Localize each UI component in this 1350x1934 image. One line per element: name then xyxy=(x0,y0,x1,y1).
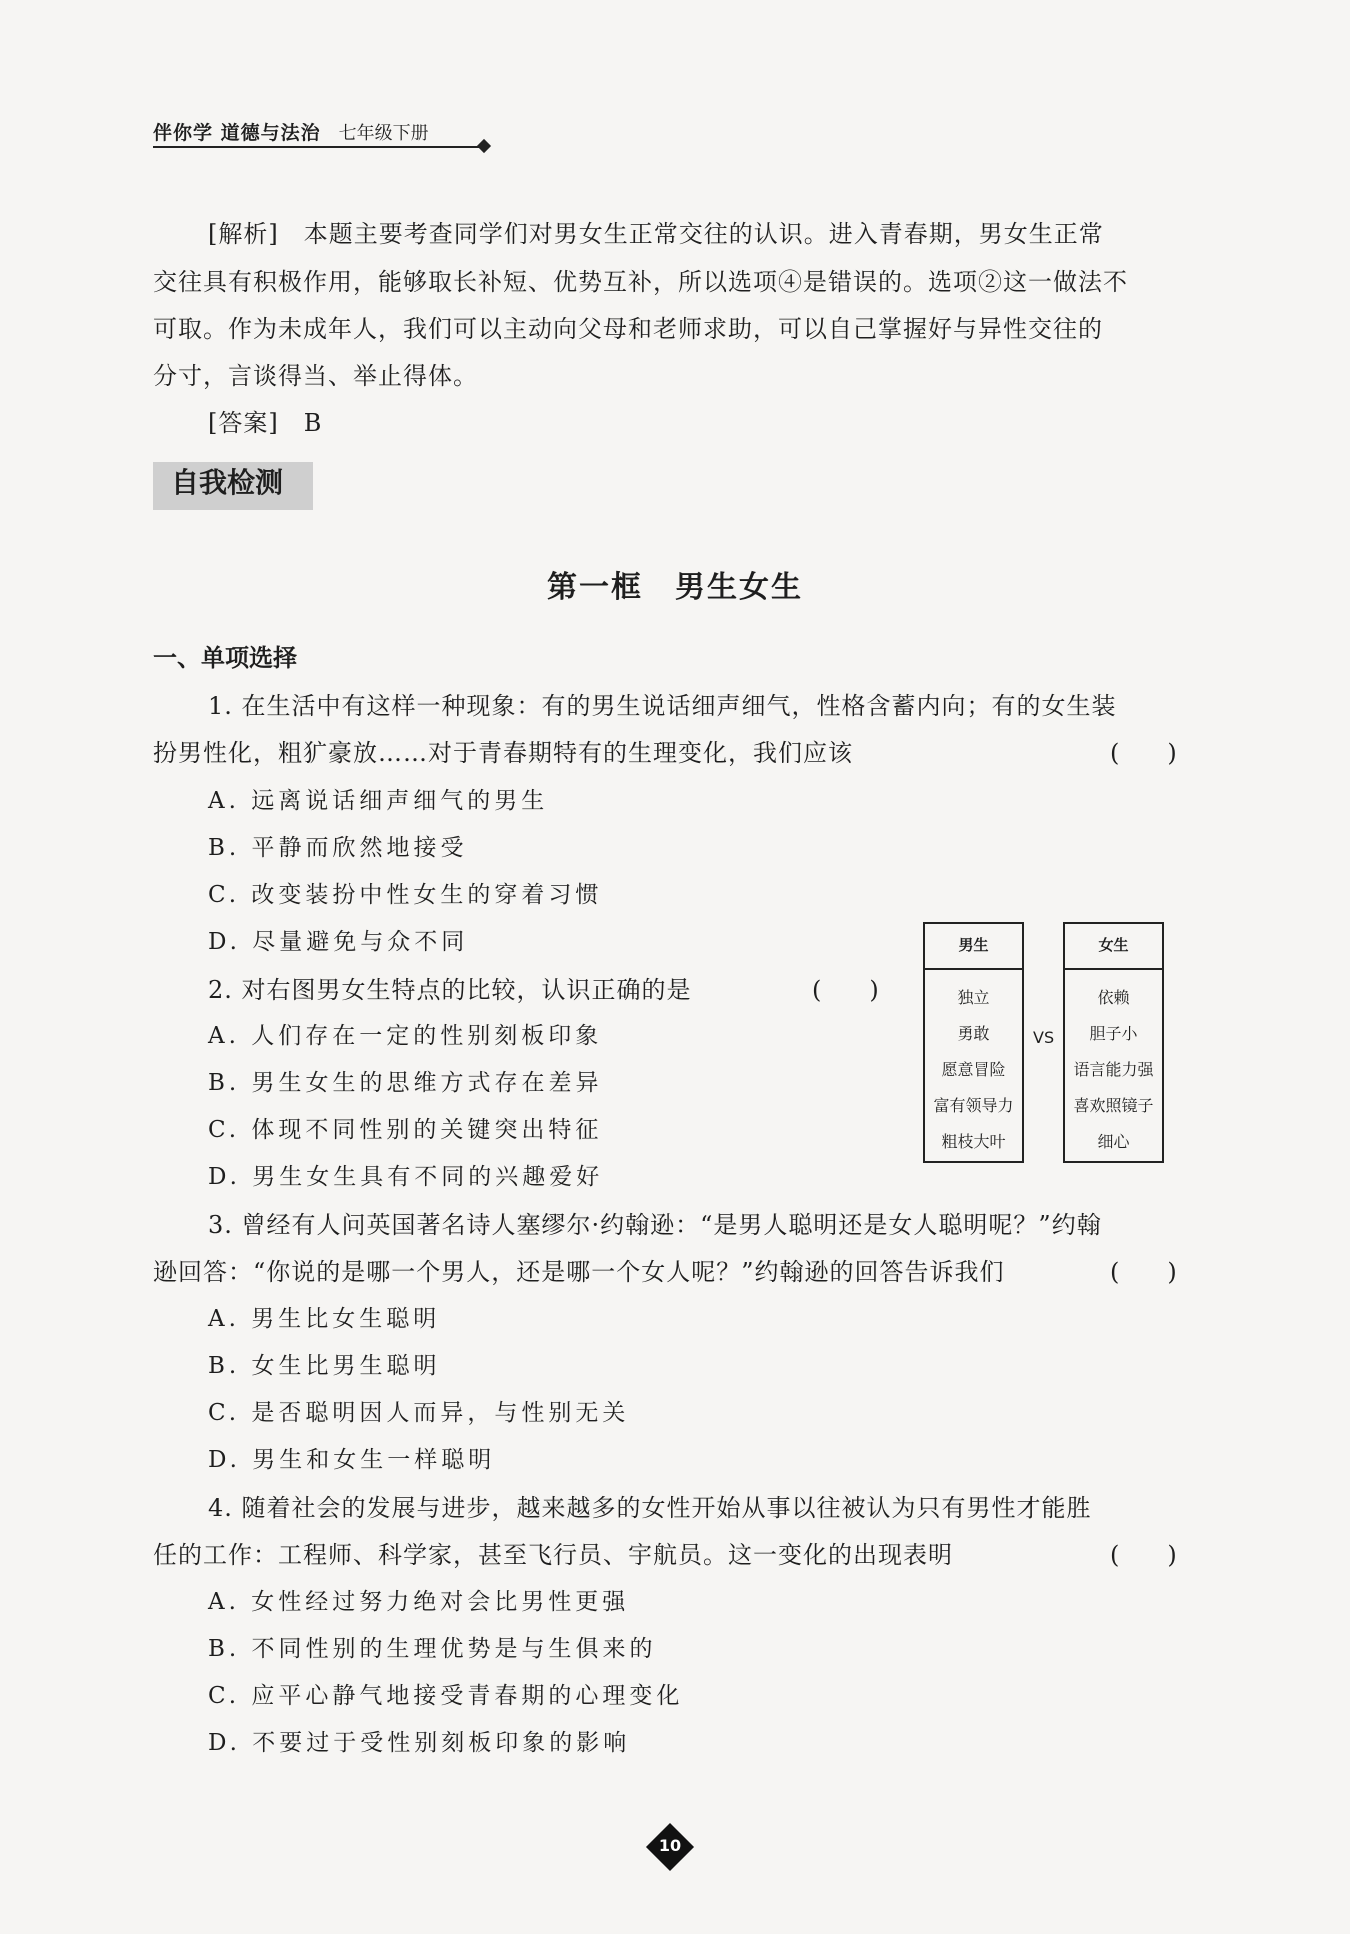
q3-stem-line-2: 逊回答：“你说的是哪一个男人，还是哪一个女人呢？”约翰逊的回答告诉我们 xyxy=(153,1258,1005,1286)
header-grade: 七年级下册 xyxy=(338,123,429,144)
female-trait: 喜欢照镜子 xyxy=(1073,1096,1154,1115)
q2-option-c: C. 体现不同性别的关键突出特征 xyxy=(208,1117,603,1143)
q1-stem-line-1: 1. 在生活中有这样一种现象：有的男生说话细声细气，性格含蓄内向；有的女生装 xyxy=(208,692,1117,720)
male-trait: 愿意冒险 xyxy=(941,1060,1006,1079)
answer-line xyxy=(208,403,322,438)
male-trait: 勇敢 xyxy=(957,1024,990,1043)
female-traits-title: 女生 xyxy=(1065,924,1162,970)
male-trait: 富有领导力 xyxy=(933,1096,1014,1115)
q3-answer-blank: ( ) xyxy=(1110,1258,1177,1286)
q1-option-a: A. 远离说话细声细气的男生 xyxy=(208,788,549,814)
female-traits-box xyxy=(1063,922,1164,1163)
header-brand: 伴你学 道德与法治 xyxy=(153,122,321,144)
q4-option-b: B. 不同性别的生理优势是与生俱来的 xyxy=(208,1636,657,1662)
part-heading: 一、单项选择 xyxy=(153,644,297,672)
male-traits-box xyxy=(923,922,1024,1163)
q2-option-b: B. 男生女生的思维方式存在差异 xyxy=(208,1070,603,1096)
q4-answer-blank: ( ) xyxy=(1110,1541,1177,1569)
analysis-line-1: [解析] 本题主要考查同学们对男女生正常交往的认识。进入青春期，男女生正常 xyxy=(208,220,1104,248)
analysis-line-3: 可取。作为未成年人，我们可以主动向父母和老师求助，可以自己掌握好与异性交往的 xyxy=(153,315,1103,343)
q3-option-c: C. 是否聪明因人而异，与性别无关 xyxy=(208,1400,630,1426)
q2-option-d: D. 男生女生具有不同的兴趣爱好 xyxy=(208,1164,604,1190)
male-trait: 独立 xyxy=(957,988,990,1007)
analysis-line-4: 分寸，言谈得当、举止得体。 xyxy=(153,362,478,390)
vs-label: VS xyxy=(1033,1028,1055,1047)
analysis-line-2: 交往具有积极作用，能够取长补短、优势互补，所以选项④是错误的。选项②这一做法不 xyxy=(153,268,1128,296)
answer-value: B xyxy=(303,409,323,437)
analysis-label: [解析] xyxy=(208,220,279,248)
q1-answer-blank: ( ) xyxy=(1110,739,1177,767)
header-diamond-icon xyxy=(477,139,491,153)
running-header xyxy=(153,118,429,145)
section-tag: 自我检测 xyxy=(153,462,313,510)
header-rule xyxy=(153,146,483,148)
q1-option-b: B. 平静而欣然地接受 xyxy=(208,835,468,861)
q1-option-d: D. 尽量避免与众不同 xyxy=(208,929,469,955)
answer-label: [答案] xyxy=(208,409,279,437)
q3-option-d: D. 男生和女生一样聪明 xyxy=(208,1447,496,1473)
q2-answer-blank: ( ) xyxy=(812,976,879,1004)
page-number: 10 xyxy=(658,1836,682,1855)
male-trait: 粗枝大叶 xyxy=(941,1132,1006,1151)
q4-option-a: A. 女性经过努力绝对会比男性更强 xyxy=(208,1589,630,1615)
female-trait: 语言能力强 xyxy=(1073,1060,1154,1079)
q4-stem-line-2: 任的工作：工程师、科学家，甚至飞行员、宇航员。这一变化的出现表明 xyxy=(153,1541,953,1569)
q1-stem-line-2: 扮男性化，粗犷豪放……对于青春期特有的生理变化，我们应该 xyxy=(153,739,853,767)
q1-option-c: C. 改变装扮中性女生的穿着习惯 xyxy=(208,882,603,908)
q3-option-a: A. 男生比女生聪明 xyxy=(208,1306,441,1332)
q3-option-b: B. 女生比男生聪明 xyxy=(208,1353,441,1379)
q4-option-d: D. 不要过于受性别刻板印象的影响 xyxy=(208,1730,631,1756)
q2-option-a: A. 人们存在一定的性别刻板印象 xyxy=(208,1023,603,1049)
q4-option-c: C. 应平心静气地接受青春期的心理变化 xyxy=(208,1683,684,1709)
q4-stem-line-1: 4. 随着社会的发展与进步，越来越多的女性开始从事以往被认为只有男性才能胜 xyxy=(208,1494,1092,1522)
female-trait: 胆子小 xyxy=(1089,1024,1138,1043)
lesson-title: 第一框 男生女生 xyxy=(547,570,803,605)
q2-stem: 2. 对右图男女生特点的比较，认识正确的是 xyxy=(208,976,692,1004)
female-trait: 细心 xyxy=(1097,1132,1130,1151)
male-traits-title: 男生 xyxy=(925,924,1022,970)
q3-stem-line-1: 3. 曾经有人问英国著名诗人塞缪尔·约翰逊：“是男人聪明还是女人聪明呢？”约翰 xyxy=(208,1211,1102,1239)
female-trait: 依赖 xyxy=(1097,988,1130,1007)
